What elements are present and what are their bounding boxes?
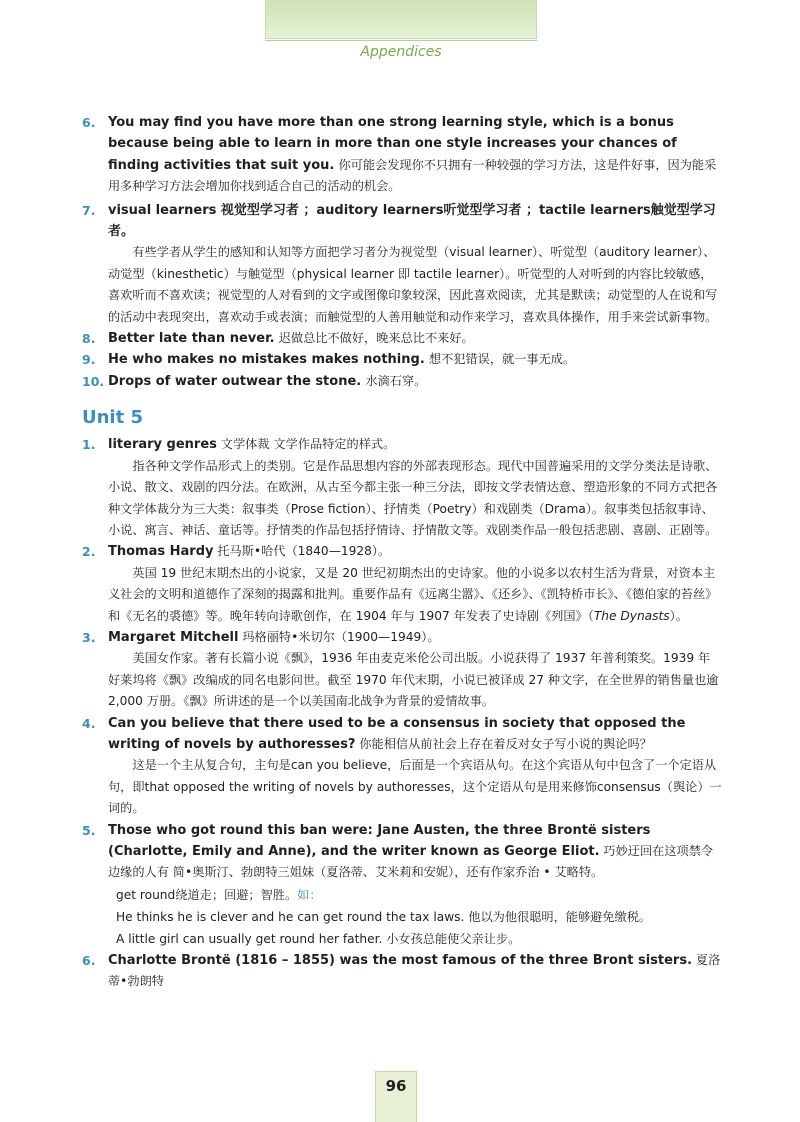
note-chinese: 水滴石穿。 [365,373,427,388]
note-english: Can you believe that there used to be a consensus in society that opposed the writing of novels by authoresses? [108,715,686,752]
note-10 [82,371,722,392]
note-chinese: 你可能会发现你不只拥有一种较强的学习方法，这是件好事，因为能采用多种学习方法会增加你找到适合自己的活动的机会。 [108,157,717,194]
note-chinese: 这是一个主从复合句，主句是can you believe，后面是一个宾语从句。在这个宾语从句中包含了一个定语从句，即that opposed the writing of novels by authoresses，这个定语从句是用来修饰consensus（舆论）一词的。 [108,758,722,816]
note-chinese-head: 文学体裁 文学作品特定的样式。 [216,437,396,452]
note-number: 10. [82,373,105,389]
unit5-note-6 [82,950,722,993]
note-chinese: 想不犯错误，就一事无成。 [428,352,576,367]
header-divider [265,40,537,41]
work-title: The Dynasts [593,608,670,623]
section-header: Appendices [360,44,442,60]
note-number: 8. [82,331,96,347]
note-chinese-before: 英国 19 世纪末期杰出的小说家，又是 20 世纪初期杰出的史诗家。他的小说多以农村生活为背景，对资本主义社会的文明和道德作了深刻的揭露和批判。重要作品有《远离尘嚣》、《还乡》、《凯特桥市长》、《德伯家的苔丝》和《无名的裘德》等。晚年转向诗歌创作，在 1904 年与 1907 年发表了史诗剧《列国》（ [108,565,718,623]
note-number: 7. [82,202,96,218]
note-english: Drops of water outwear the stone. [108,373,362,389]
note-english: literary genres [108,437,217,453]
page-number-tab [375,1071,417,1122]
note-number: 1. [82,437,96,453]
note-number: 3. [82,629,96,645]
header-banner [265,0,537,39]
note-number: 4. [82,715,96,731]
note-number: 9. [82,352,96,368]
note-number: 5. [82,822,96,838]
note-number: 6. [82,952,96,968]
phrase-definition [108,884,722,906]
example-sentence: A little girl can usually get round her father. 小女孩总能使父亲让步。 [116,931,521,946]
example-sentence: He thinks he is clever and he can get round the tax laws. 他以为他很聪明，能够避免缴税。 [116,909,652,924]
unit5-note-3 [82,627,722,713]
note-chinese-head: 夏洛蒂•勃朗特 [108,952,721,989]
note-english: Charlotte Brontë (1816 – 1855) was the most famous of the three Bront sisters. [108,952,693,968]
note-8 [82,328,722,349]
note-chinese: 美国女作家。著有长篇小说《飘》，1936 年由麦克米伦公司出版。小说获得了 1937 年普利策奖。1939 年好莱坞将《飘》改编成的同名电影问世。截至 1970 年代末期，小说已被译成 27 种文字，在全世界的销售量也逾 2,000 万册。《飘》所讲述的是一个以美国南北战争为背景的爱情故事。 [108,651,719,709]
phrase-head: get round绕道走；回避；智胜。 [116,887,298,902]
note-chinese-head: 你能相信从前社会上存在着反对女子写小说的舆论吗？ [355,736,652,751]
note-chinese-after: ）。 [669,608,688,623]
unit5-note-1 [82,434,722,541]
note-chinese-head: 托马斯•哈代（1840—1928）。 [213,544,391,559]
note-english: You may find you have more than one strong learning style, which is a bonus because being able to learn in more than one style increases your chances of finding activities that suit you. [108,115,677,173]
page-number: 96 [385,1077,407,1095]
note-number: 2. [82,544,96,560]
note-chinese: 迟做总比不做好，晚来总比不来好。 [278,331,474,346]
note-chinese-head: 巧妙迂回在这项禁令边缘的人有 简•奥斯汀、勃朗特三姐妹（夏洛蒂、艾米莉和安妮），还有作家乔治 • 艾略特。 [108,844,714,880]
note-6 [82,112,722,198]
note-chinese: 有些学者从学生的感知和认知等方面把学习者分为视觉型（visual learner）、听觉型（auditory learner）、动觉型（kinesthetic）与触觉型（physical learner 即 tactile learner）。听觉型的人对听到的内容比较敏感，喜欢听而不喜欢读；视觉型的人对看到的文字或图像印象较深，因此喜欢阅读，尤其是默读；动觉型的人在说和写的活动中表现突出，喜欢动手或表演；而触觉型的人善用触觉和动作来学习，喜欢具体操作，用手来尝试新事物。 [108,245,718,324]
note-9 [82,349,722,370]
note-english: Thomas Hardy [108,544,214,560]
note-chinese: 指各种文学作品形式上的类别。它是作品思想内容的外部表现形态。现代中国普遍采用的文学分类法是诗歌、小说、散文、戏剧的四分法。在欧洲，从古至今都主张一种三分法，即按文学表情达意、塑造形象的不同方式把各种文学体裁分为三大类：叙事类（Prose fiction）、抒情类（Poetry）和戏剧类（Drama）。叙事类包括叙事诗、小说、寓言、神话、童话等。抒情类的作品包括抒情诗、抒情散文等。戏剧类作品一般包括悲剧、喜剧、正剧等。 [108,458,718,537]
note-english: He who makes no mistakes makes nothing. [108,352,425,368]
example-label: 如： [297,887,322,902]
note-english: Margaret Mitchell [108,629,239,645]
note-chinese-head: 玛格丽特•米切尔（1900—1949）。 [238,629,440,644]
unit-title: Unit 5 [82,407,143,429]
unit5-note-4 [82,713,722,820]
note-english: visual learners 视觉型学习者 ；auditory learners听觉型学习者 ；tactile learners触觉型学习者。 [108,202,716,240]
note-7 [82,200,722,328]
unit5-note-5 [82,820,722,950]
note-english: Those who got round this ban were: Jane Austen, the three Brontë sisters (Charlotte, Emily and Anne), and the writer known as George Eliot. [108,822,651,859]
unit5-note-2 [82,541,722,627]
note-chinese [108,563,722,627]
page-content [82,112,722,993]
note-number: 6. [82,115,96,130]
note-english: Better late than never. [108,331,275,347]
